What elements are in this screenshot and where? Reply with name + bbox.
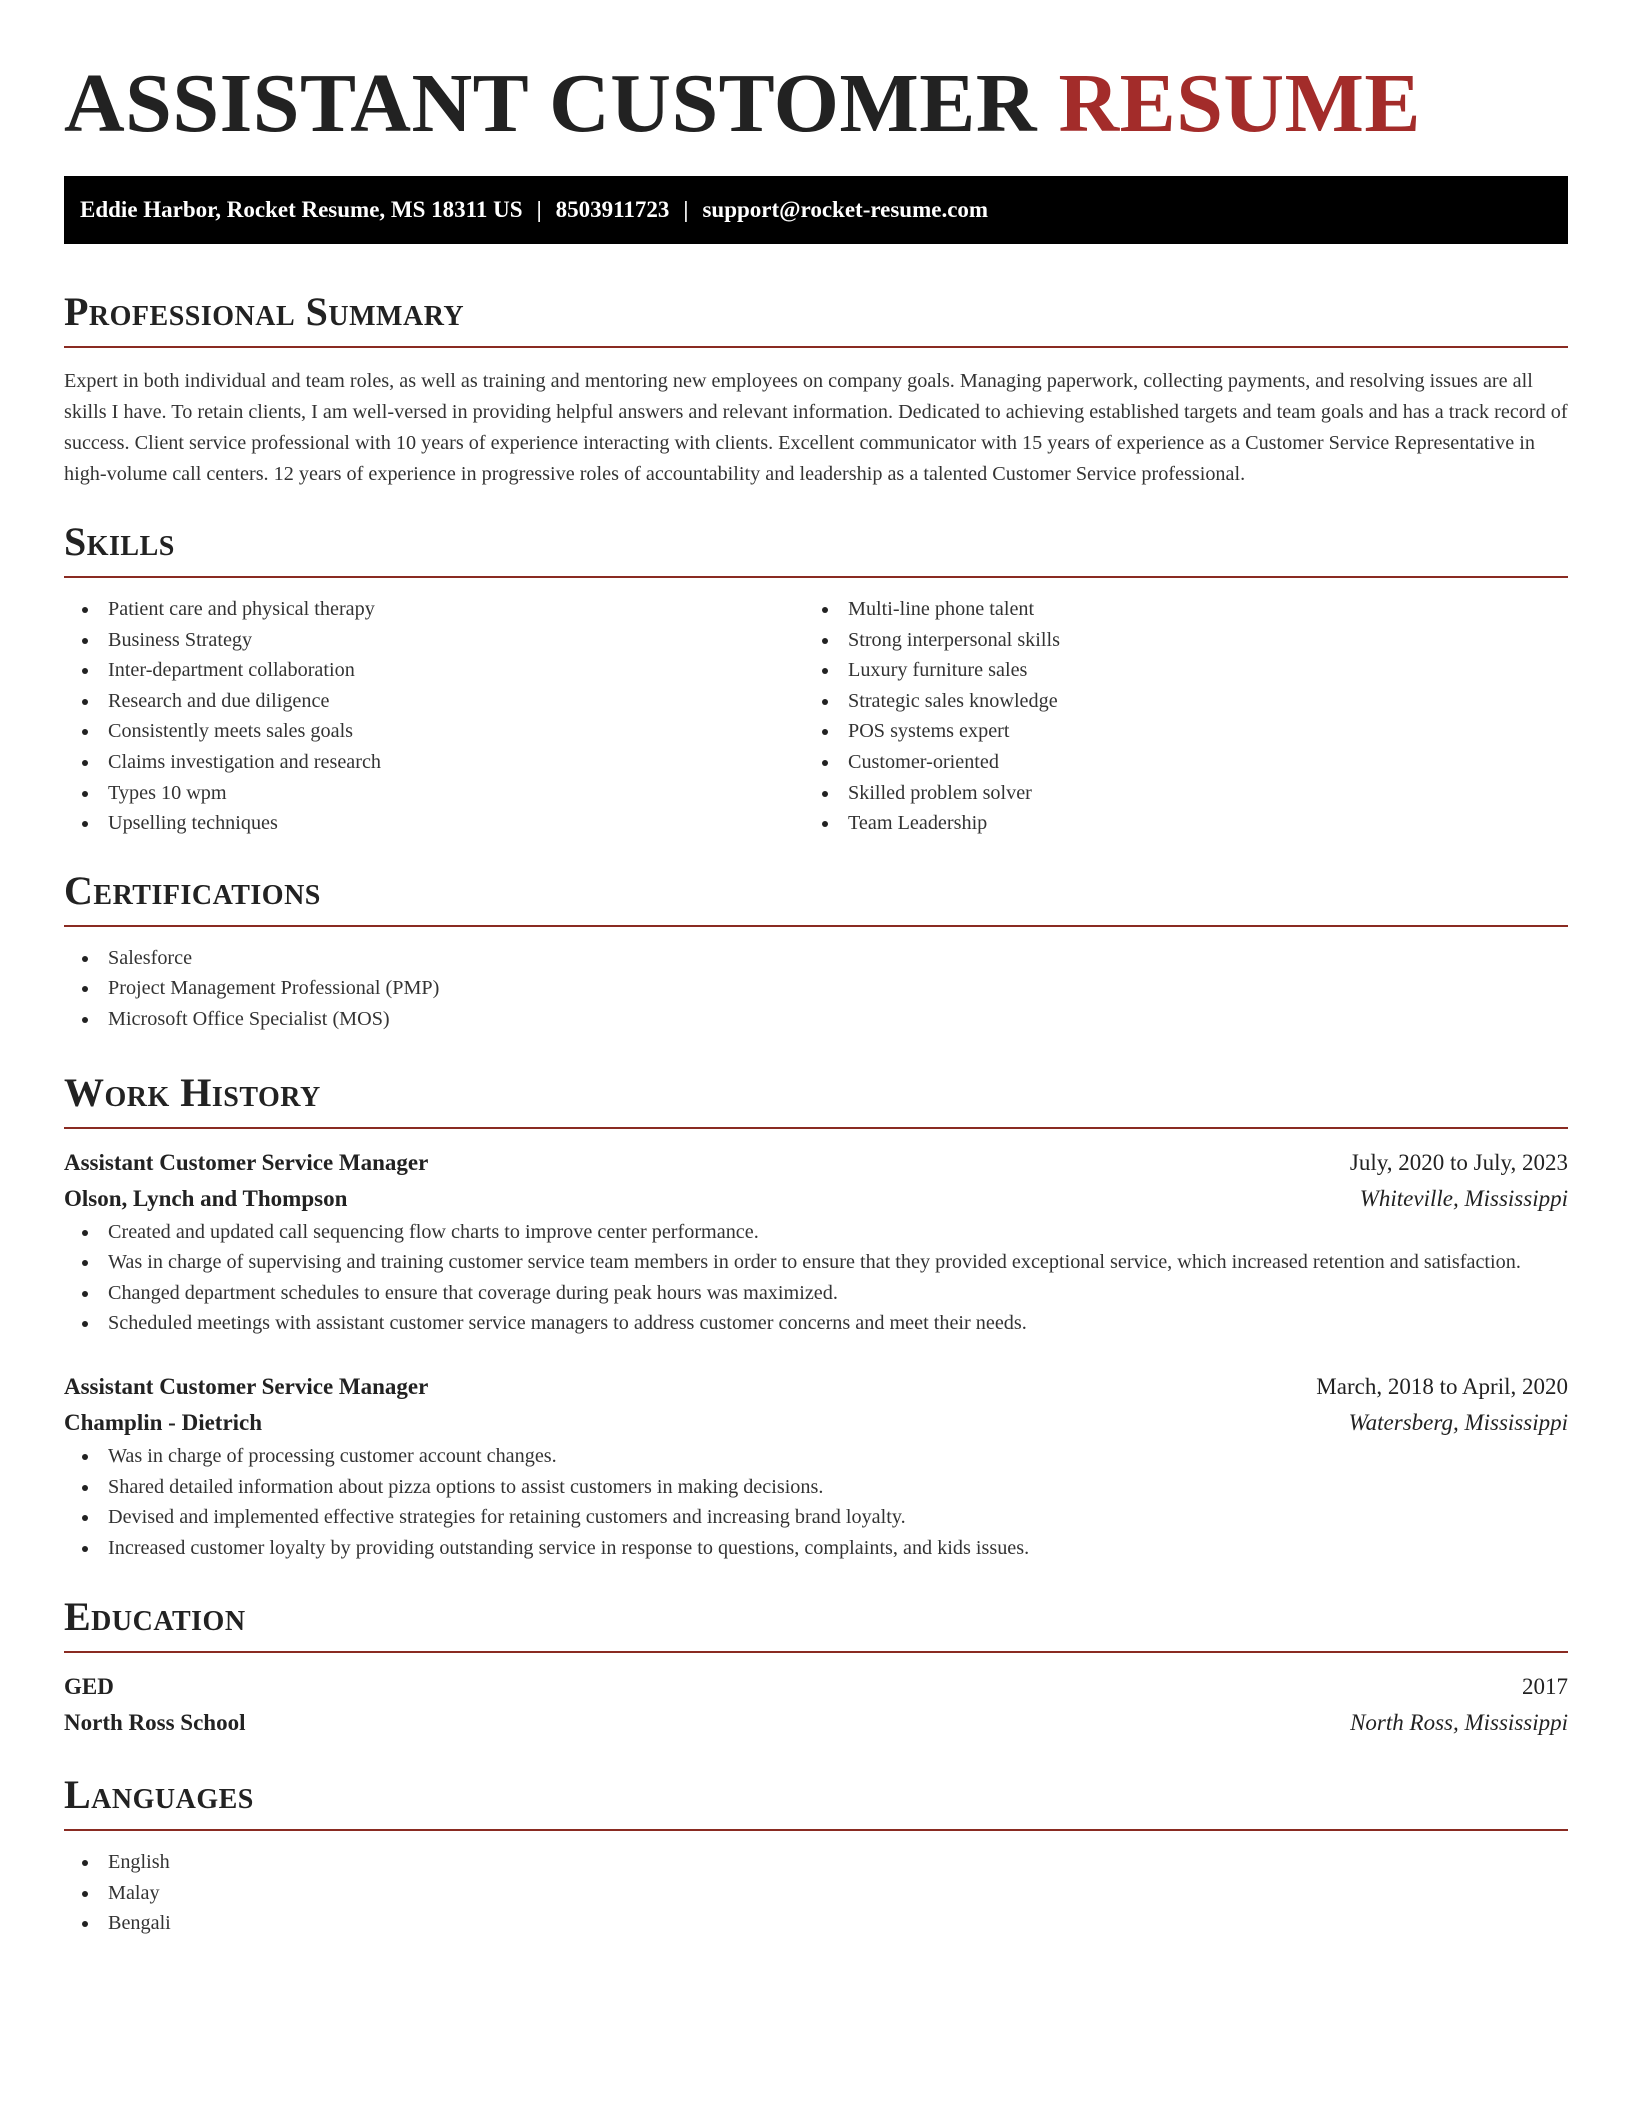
education-heading: Education — [64, 1594, 246, 1640]
job-location: Watersberg, Mississippi — [1348, 1409, 1568, 1435]
summary-text: Expert in both individual and team roles, as well as training and mentoring new employees on company goals. Managing paperwork, collecting payments, and resolving issues are all skills I have. To retain clients, I am well-versed in providing helpful answers and relevant information. Dedicated to achieving established targets and team goals and has a track record of success. Client service professional with 10 years of experience interacting with clients. Excellent communicator with 15 years of experience as a Customer Service Representative in high-volume call centers. 12 years of experience in progressive roles of accountability and leadership as a talented Customer Service professional. — [64, 370, 1568, 485]
contact-separator: | — [683, 197, 689, 222]
education-location: North Ross, Mississippi — [1350, 1710, 1568, 1736]
certification-item: Project Management Professional (PMP) — [64, 973, 1568, 1004]
job-duty: Created and updated call sequencing flow charts to improve center performance. — [64, 1217, 1568, 1248]
resume-title — [64, 0, 1568, 152]
summary-section — [64, 288, 1568, 490]
education-section — [64, 1593, 1568, 1741]
section-divider — [64, 1127, 1568, 1129]
languages-section — [64, 1771, 1568, 1939]
resume-page — [64, 0, 1568, 1939]
section-divider — [64, 1651, 1568, 1653]
skills-section — [64, 518, 1568, 839]
education-school: North Ross School — [64, 1710, 246, 1736]
contact-email: support@rocket-resume.com — [702, 197, 989, 222]
languages-list — [64, 1847, 1568, 1939]
language-item: English — [64, 1847, 1568, 1878]
certification-item: Salesforce — [64, 943, 1568, 974]
skill-item: Business Strategy — [64, 625, 804, 656]
work-history-section — [64, 1069, 1568, 1564]
contact-address: Eddie Harbor, Rocket Resume, MS 18311 US — [80, 197, 523, 222]
education-degree-row — [64, 1669, 1568, 1705]
education-degree: GED — [64, 1674, 114, 1700]
skill-item: Consistently meets sales goals — [64, 716, 804, 747]
skill-item: Inter-department collaboration — [64, 655, 804, 686]
skill-item: Claims investigation and research — [64, 747, 804, 778]
skill-item: Team Leadership — [804, 808, 1544, 839]
education-school-row — [64, 1705, 1568, 1741]
skill-item: Skilled problem solver — [804, 778, 1544, 809]
section-divider — [64, 576, 1568, 578]
skill-item: Customer-oriented — [804, 747, 1544, 778]
job-duty: Increased customer loyalty by providing outstanding service in response to questions, complaints, and kids issues. — [64, 1533, 1568, 1564]
language-item: Bengali — [64, 1908, 1568, 1939]
job-company: Olson, Lynch and Thompson — [64, 1185, 348, 1211]
job-company: Champlin - Dietrich — [64, 1409, 263, 1435]
education-year: 2017 — [1522, 1674, 1568, 1700]
skill-item: Research and due diligence — [64, 686, 804, 717]
job-duty: Devised and implemented effective strategies for retaining customers and increasing brand loyalty. — [64, 1502, 1568, 1533]
job-location: Whiteville, Mississippi — [1359, 1185, 1568, 1211]
skill-item: Types 10 wpm — [64, 778, 804, 809]
contact-phone: 8503911723 — [555, 197, 670, 222]
section-divider — [64, 346, 1568, 348]
work-history-heading: Work History — [64, 1069, 321, 1115]
job-title: Assistant Customer Service Manager — [64, 1149, 429, 1175]
job-duty: Changed department schedules to ensure that coverage during peak hours was maximized. — [64, 1278, 1568, 1309]
certification-item: Microsoft Office Specialist (MOS) — [64, 1004, 1568, 1035]
skill-item: Multi-line phone talent — [804, 594, 1544, 625]
job-company-row — [64, 1181, 1568, 1217]
job-dates: July, 2020 to July, 2023 — [1349, 1149, 1568, 1175]
job-company-row — [64, 1405, 1568, 1441]
job-duty: Shared detailed information about pizza options to assist customers in making decisions. — [64, 1472, 1568, 1503]
section-divider — [64, 1829, 1568, 1831]
skill-item: POS systems expert — [804, 716, 1544, 747]
job-duty: Scheduled meetings with assistant customer service managers to address customer concerns and meet their needs. — [64, 1308, 1568, 1339]
languages-heading: Languages — [64, 1772, 254, 1818]
certifications-list — [64, 943, 1568, 1035]
job-title: Assistant Customer Service Manager — [64, 1373, 429, 1399]
job-duty: Was in charge of supervising and training customer service team members in order to ensure that they provided exceptional service, which increased retention and satisfaction. — [64, 1247, 1568, 1278]
job-duties-list — [64, 1217, 1568, 1339]
job-entry — [64, 1369, 1568, 1563]
job-header-row — [64, 1145, 1568, 1181]
job-header-row — [64, 1369, 1568, 1405]
section-divider — [64, 925, 1568, 927]
skill-item: Patient care and physical therapy — [64, 594, 804, 625]
job-dates: March, 2018 to April, 2020 — [1316, 1373, 1568, 1399]
summary-heading: Professional Summary — [64, 289, 465, 334]
skill-item: Strategic sales knowledge — [804, 686, 1544, 717]
language-item: Malay — [64, 1878, 1568, 1909]
certifications-heading: Certifications — [64, 867, 321, 913]
title-main: ASSISTANT CUSTOMER — [64, 57, 1037, 150]
skills-list-left — [64, 594, 804, 839]
skills-list-right — [804, 594, 1544, 839]
job-duty: Was in charge of processing customer account changes. — [64, 1441, 1568, 1472]
contact-bar — [64, 176, 1568, 244]
certifications-section — [64, 867, 1568, 1035]
skills-grid — [64, 594, 1568, 839]
skill-item: Strong interpersonal skills — [804, 625, 1544, 656]
skill-item: Luxury furniture sales — [804, 655, 1544, 686]
title-accent: RESUME — [1058, 57, 1421, 150]
job-duties-list — [64, 1441, 1568, 1563]
skill-item: Upselling techniques — [64, 808, 804, 839]
skills-heading: Skills — [64, 519, 175, 564]
job-entry — [64, 1145, 1568, 1339]
contact-separator: | — [536, 197, 542, 222]
education-entry — [64, 1669, 1568, 1741]
